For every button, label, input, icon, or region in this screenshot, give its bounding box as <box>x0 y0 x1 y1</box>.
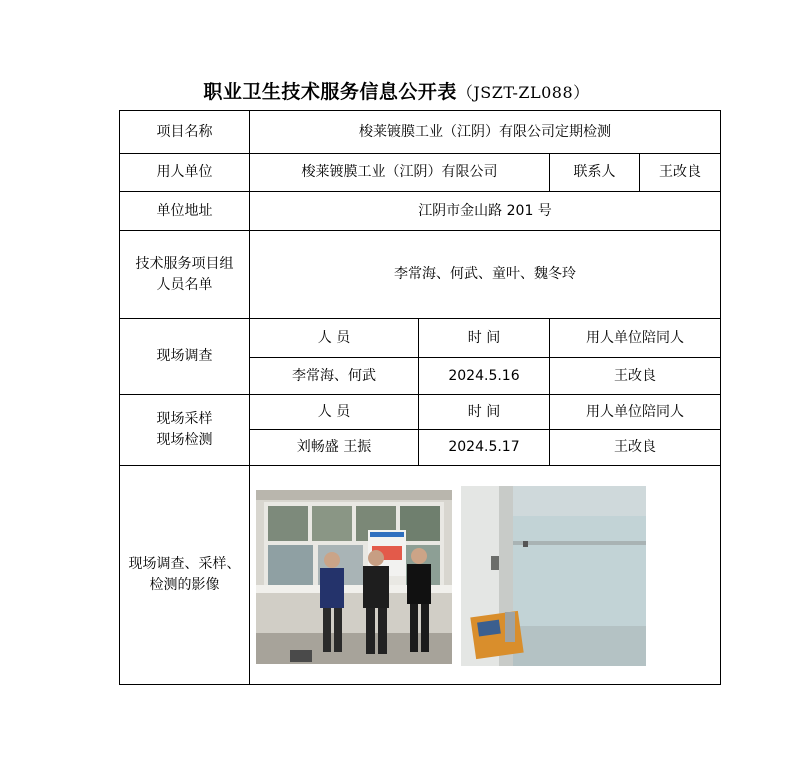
sampling-person: 刘畅盛 王振 <box>250 430 419 466</box>
sampling-label-line1: 现场采样 <box>156 411 213 427</box>
sampling-header-time: 时 间 <box>419 395 550 430</box>
address-label: 单位地址 <box>120 192 250 231</box>
title-code: （JSZT-ZL088） <box>456 83 590 102</box>
site-photo-team-image <box>256 490 452 664</box>
table-row <box>120 192 721 231</box>
page-title <box>0 77 793 104</box>
survey-label: 现场调查 <box>120 319 250 395</box>
site-photo-instrument <box>461 486 646 666</box>
sampling-label-line2: 现场检测 <box>156 432 213 448</box>
site-photo-instrument-image <box>461 486 646 666</box>
survey-header-escort: 用人单位陪同人 <box>550 319 721 358</box>
table-row <box>120 231 721 319</box>
sampling-time: 2024.5.17 <box>419 430 550 466</box>
survey-escort: 王改良 <box>550 358 721 395</box>
images-label-line1: 现场调查、采样、 <box>128 556 241 572</box>
survey-time: 2024.5.16 <box>419 358 550 395</box>
employer-label: 用人单位 <box>120 154 250 192</box>
title-text: 职业卫生技术服务信息公开表 <box>203 81 457 103</box>
sampling-label <box>120 395 250 466</box>
sampling-escort: 王改良 <box>550 430 721 466</box>
survey-header-person: 人 员 <box>250 319 419 358</box>
team-label <box>120 231 250 319</box>
contact-value: 王改良 <box>640 154 721 192</box>
survey-header-time: 时 间 <box>419 319 550 358</box>
address-value: 江阴市金山路 201 号 <box>250 192 721 231</box>
project-name-label: 项目名称 <box>120 111 250 154</box>
project-name-value: 梭莱镀膜工业（江阴）有限公司定期检测 <box>250 111 721 154</box>
site-photo-team <box>256 490 452 664</box>
images-label <box>120 466 250 685</box>
table-row <box>120 154 721 192</box>
employer-value: 梭莱镀膜工业（江阴）有限公司 <box>250 154 550 192</box>
team-label-line1: 技术服务项目组 <box>135 255 234 272</box>
table-row <box>120 395 721 430</box>
team-value: 李常海、何武、童叶、魏冬玲 <box>250 231 721 319</box>
table-row <box>120 319 721 358</box>
sampling-header-person: 人 员 <box>250 395 419 430</box>
table-row <box>120 111 721 154</box>
images-label-line2: 检测的影像 <box>149 577 220 593</box>
sampling-header-escort: 用人单位陪同人 <box>550 395 721 430</box>
contact-label: 联系人 <box>550 154 640 192</box>
survey-person: 李常海、何武 <box>250 358 419 395</box>
team-label-line2: 人员名单 <box>156 276 213 293</box>
